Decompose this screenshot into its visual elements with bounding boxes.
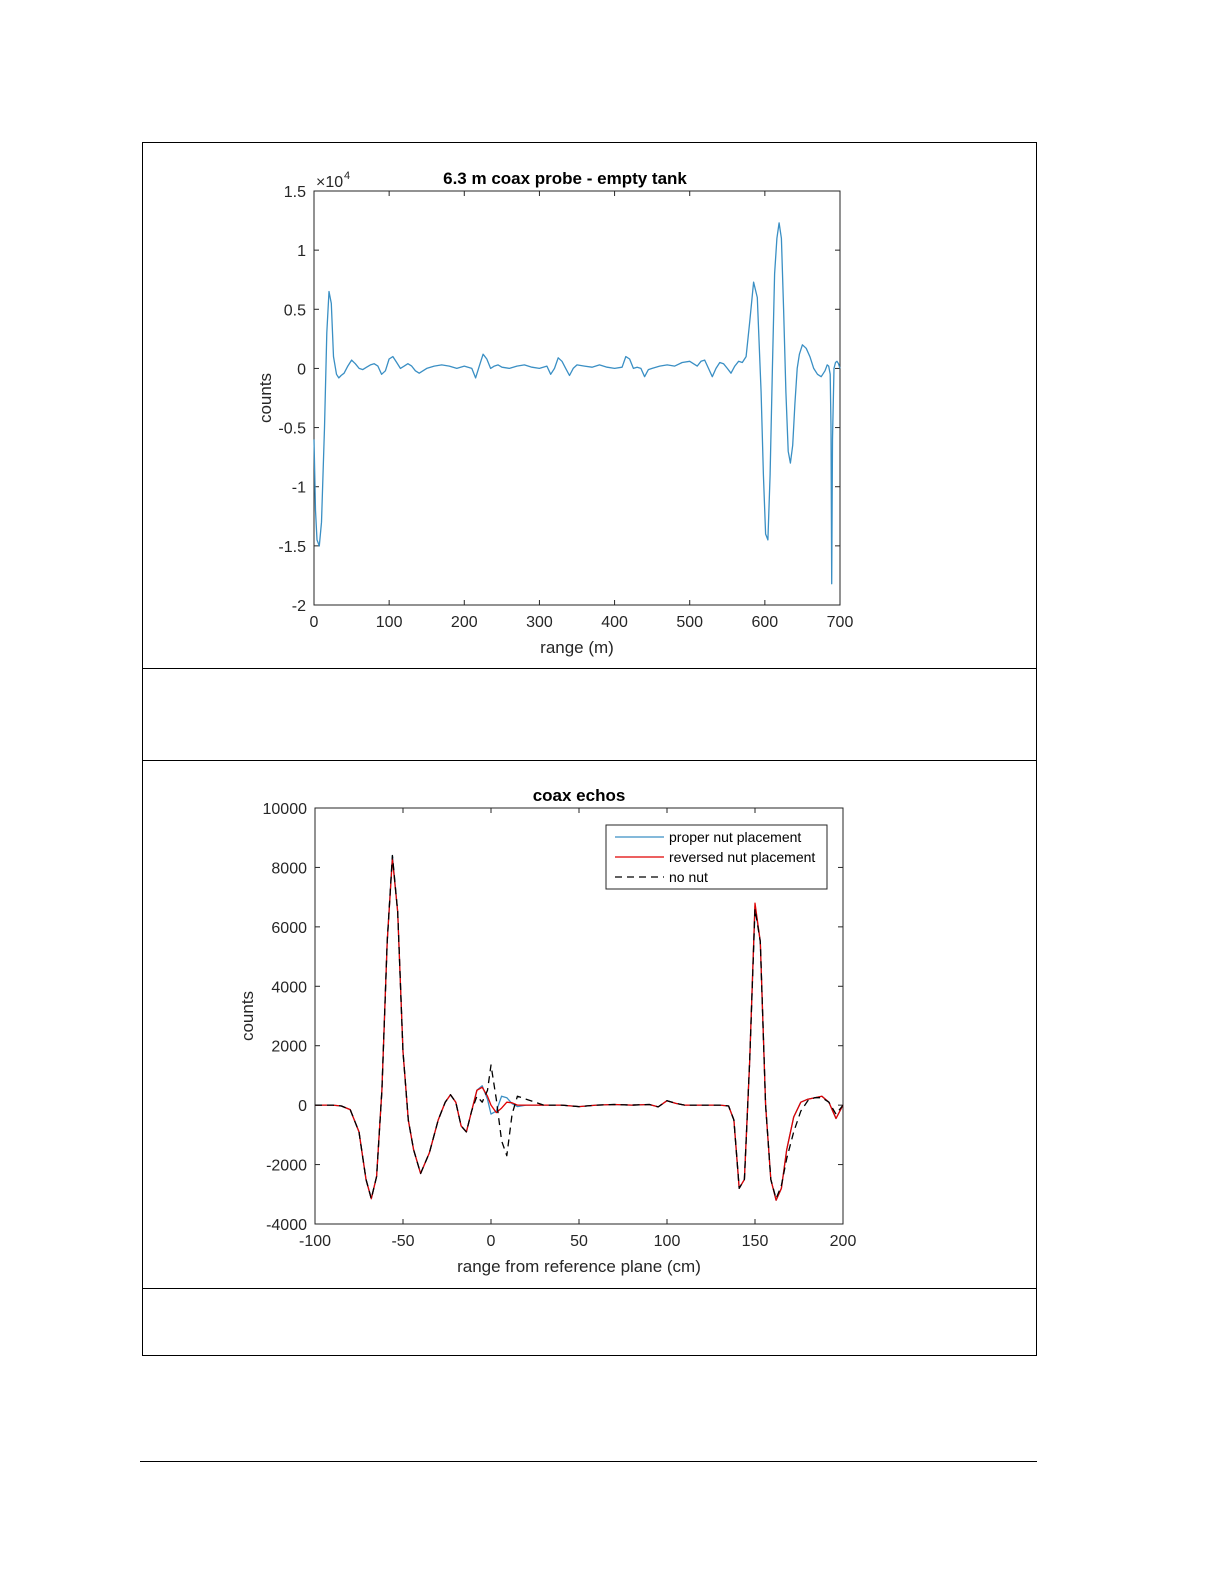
figure-panel-2 bbox=[142, 760, 1037, 1289]
y-tick-label: 0 bbox=[298, 1098, 307, 1116]
y-tick-label: 4000 bbox=[271, 979, 307, 997]
x-tick-label: -100 bbox=[298, 1233, 332, 1250]
y-tick-label: 8000 bbox=[271, 860, 307, 878]
x-tick-label: 600 bbox=[751, 614, 779, 631]
y-tick-label: -2000 bbox=[266, 1157, 307, 1175]
y-tick-label: 0.5 bbox=[283, 302, 306, 320]
y-tick-label: 2000 bbox=[271, 1038, 307, 1056]
x-tick-label: 700 bbox=[826, 614, 854, 631]
y-axis-label: counts bbox=[238, 990, 257, 1042]
x-tick-label: 0 bbox=[309, 614, 319, 631]
caption-box-1 bbox=[142, 668, 1037, 761]
y-tick-label: 1 bbox=[297, 243, 306, 261]
y-tick-label: -2 bbox=[291, 598, 306, 615]
y-tick-label: -1 bbox=[291, 479, 306, 497]
y-tick-label: 10000 bbox=[262, 801, 307, 818]
chart-title: 6.3 m coax probe - empty tank bbox=[443, 169, 687, 188]
x-tick-label: 500 bbox=[676, 614, 704, 631]
y-tick-label: 1.5 bbox=[283, 184, 306, 201]
y-axis-label: counts bbox=[256, 372, 275, 424]
exponent-power: 4 bbox=[344, 170, 351, 182]
y-tick-label: 0 bbox=[297, 361, 306, 379]
x-tick-label: 200 bbox=[829, 1233, 857, 1250]
x-axis-label: range from reference plane (cm) bbox=[457, 1257, 701, 1276]
chart-title: coax echos bbox=[532, 786, 626, 805]
y-tick-label: -0.5 bbox=[278, 420, 306, 438]
x-tick-label: 100 bbox=[653, 1233, 681, 1250]
exponent-label: ×10 bbox=[316, 174, 344, 191]
x-tick-label: 0 bbox=[486, 1233, 496, 1250]
x-tick-label: 100 bbox=[375, 614, 403, 631]
caption-box-2 bbox=[142, 1288, 1037, 1356]
x-tick-label: 300 bbox=[526, 614, 553, 631]
chart-coax-echos bbox=[143, 761, 1038, 1290]
x-tick-label: 50 bbox=[570, 1233, 588, 1250]
y-tick-label: -4000 bbox=[266, 1217, 307, 1234]
x-axis-label: range (m) bbox=[540, 638, 614, 657]
y-tick-label: -1.5 bbox=[278, 538, 306, 556]
x-tick-label: 150 bbox=[741, 1233, 769, 1250]
chart-coax-probe-empty-tank bbox=[143, 143, 1038, 670]
legend-entry-2: no nut bbox=[669, 869, 708, 885]
figure-panel-1 bbox=[142, 142, 1037, 669]
y-tick-label: 6000 bbox=[271, 919, 307, 937]
legend-entry-0: proper nut placement bbox=[669, 829, 802, 845]
x-tick-label: 200 bbox=[450, 614, 478, 631]
legend-entry-1: reversed nut placement bbox=[669, 849, 816, 865]
x-tick-label: 400 bbox=[601, 614, 628, 631]
x-tick-label: -50 bbox=[391, 1233, 415, 1250]
footer-rule bbox=[140, 1461, 1037, 1462]
